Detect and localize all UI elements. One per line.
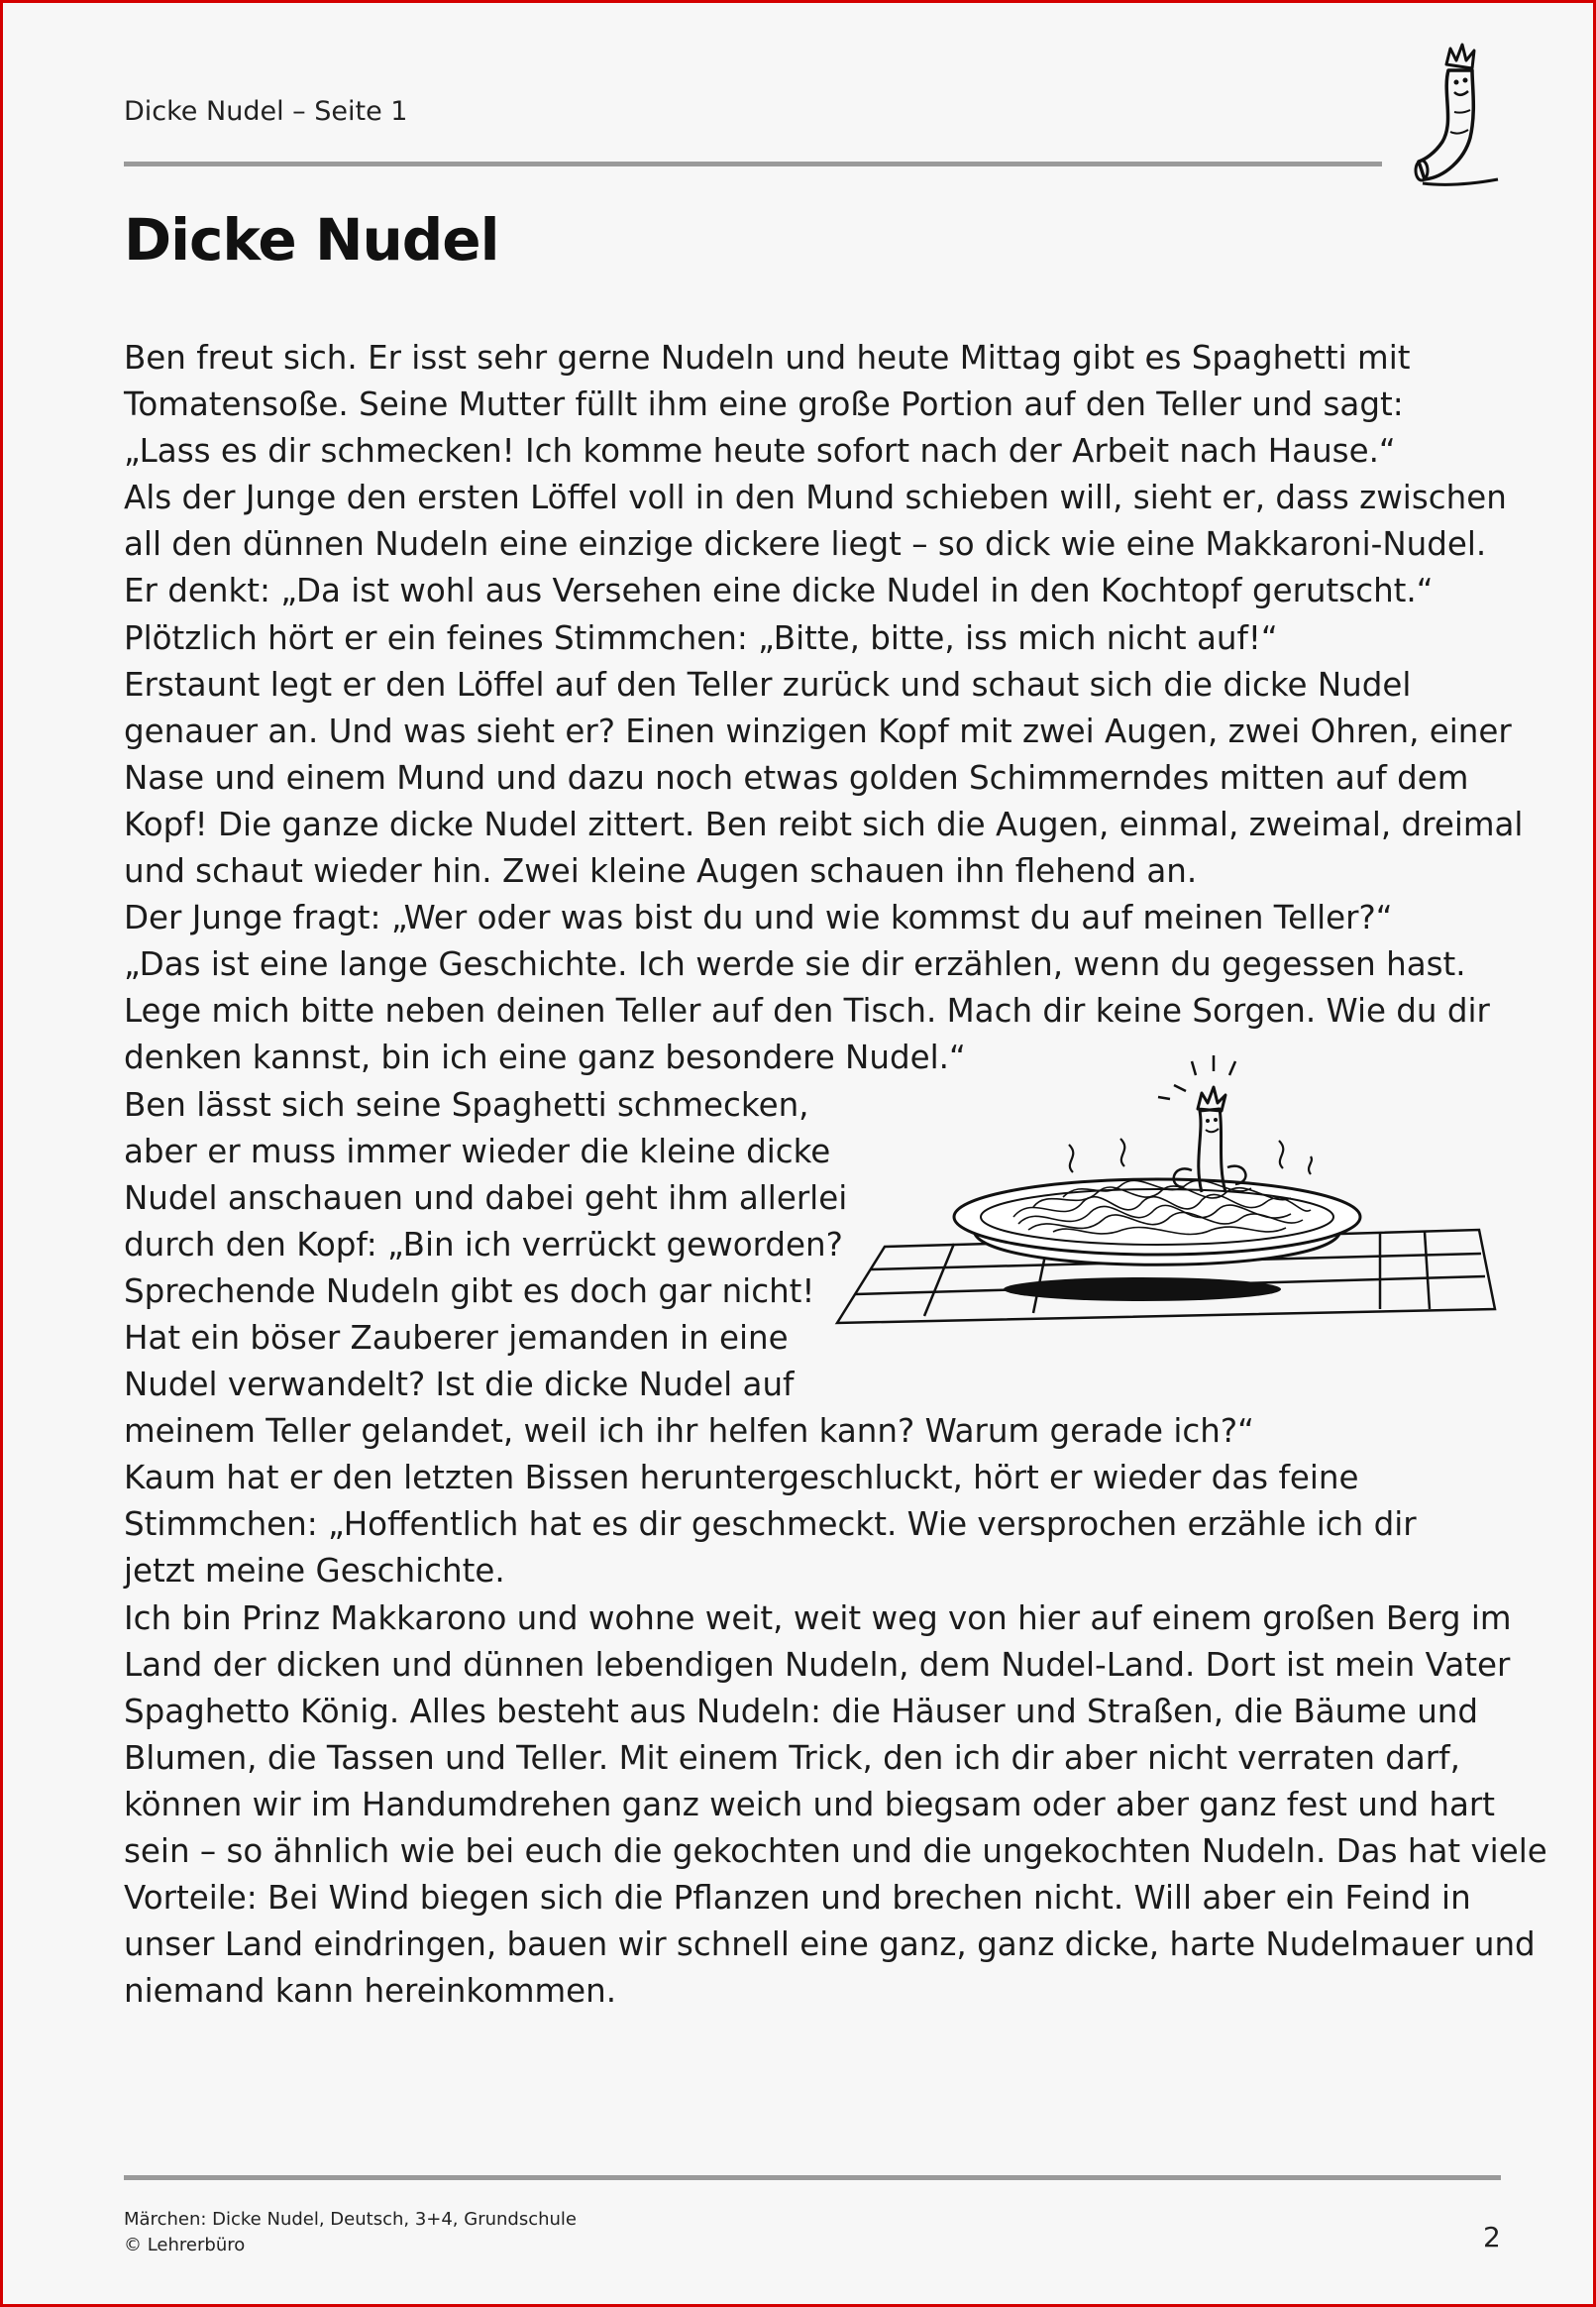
story-line: Spaghetto König. Alles besteht aus Nudeln: die Häuser und Straßen, die Bäume und	[124, 1692, 1479, 1730]
story-line: können wir im Handumdrehen ganz weich und biegsam oder aber ganz fest und hart	[124, 1785, 1496, 1823]
story-line: Nudel anschauen und dabei geht ihm allerlei	[124, 1178, 848, 1217]
story-line: Ben lässt sich seine Spaghetti schmecken,	[124, 1085, 809, 1124]
story-line: Kaum hat er den letzten Bissen heruntergeschluckt, hört er wieder das feine	[124, 1459, 1359, 1497]
document-title: Dicke Nudel	[124, 206, 499, 274]
footer-copyright: © Lehrerbüro	[124, 2235, 246, 2255]
spaghetti-plate-icon	[825, 1053, 1499, 1341]
story-line: Lege mich bitte neben deinen Teller auf den Tisch. Mach dir keine Sorgen. Wie du dir	[124, 992, 1490, 1031]
story-line: Land der dicken und dünnen lebendigen Nudeln, dem Nudel-Land. Dort ist mein Vater	[124, 1645, 1511, 1684]
story-line: Kopf! Die ganze dicke Nudel zittert. Ben reibt sich die Augen, einmal, zweimal, dreimal	[124, 805, 1524, 843]
story-line: denken kannst, bin ich eine ganz besondere Nudel.“	[124, 1039, 966, 1077]
story-line: meinem Teller gelandet, weil ich ihr helfen kann? Warum gerade ich?“	[124, 1412, 1254, 1451]
story-line: unser Land eindringen, bauen wir schnell eine ganz, ganz dicke, harte Nudelmauer und	[124, 1925, 1536, 1964]
story-line: Der Junge fragt: „Wer oder was bist du und wie kommst du auf meinen Teller?“	[124, 899, 1393, 937]
story-line: jetzt meine Geschichte.	[124, 1552, 505, 1591]
story-line: sein – so ähnlich wie bei euch die gekochten und die ungekochten Nudeln. Das hat viele	[124, 1832, 1547, 1870]
story-line: „Lass es dir schmecken! Ich komme heute sofort nach der Arbeit nach Hause.“	[124, 432, 1396, 471]
story-line: Plötzlich hört er ein feines Stimmchen: „Bitte, bitte, iss mich nicht auf!“	[124, 618, 1278, 657]
header-title: Dicke Nudel – Seite 1	[124, 96, 408, 127]
story-line: Er denkt: „Da ist wohl aus Versehen eine dicke Nudel in den Kochtopf gerutscht.“	[124, 572, 1434, 610]
story-line: all den dünnen Nudeln eine einzige dickere liegt – so dick wie eine Makkaroni-Nudel.	[124, 525, 1487, 564]
story-line: niemand kann hereinkommen.	[124, 1972, 617, 2011]
story-line: durch den Kopf: „Bin ich verrückt geworden?	[124, 1225, 843, 1263]
footer-source	[124, 2207, 577, 2258]
footer-divider	[124, 2175, 1501, 2180]
story-line: Nudel verwandelt? Ist die dicke Nudel auf	[124, 1366, 795, 1404]
page-number: 2	[1483, 2221, 1501, 2253]
header-divider	[124, 162, 1382, 166]
story-line: Nase und einem Mund und dazu noch etwas golden Schimmerndes mitten auf dem	[124, 758, 1469, 797]
story-line: Als der Junge den ersten Löffel voll in den Mund schieben will, sieht er, dass zwischen	[124, 479, 1507, 517]
story-line: genauer an. Und was sieht er? Einen winzigen Kopf mit zwei Augen, zwei Ohren, einer	[124, 712, 1512, 750]
story-line: Hat ein böser Zauberer jemanden in eine	[124, 1318, 789, 1357]
story-line: Tomatensoße. Seine Mutter füllt ihm eine große Portion auf den Teller und sagt:	[124, 385, 1404, 424]
story-line: und schaut wieder hin. Zwei kleine Augen schauen ihn flehend an.	[124, 852, 1198, 891]
footer-series: Märchen: Dicke Nudel, Deutsch, 3+4, Grundschule	[124, 2209, 578, 2230]
story-line: Blumen, die Tassen und Teller. Mit einem Trick, den ich dir aber nicht verraten darf,	[124, 1738, 1460, 1777]
story-line: Ben freut sich. Er isst sehr gerne Nudeln und heute Mittag gibt es Spaghetti mit	[124, 339, 1411, 377]
story-line: Erstaunt legt er den Löffel auf den Teller zurück und schaut sich die dicke Nudel	[124, 665, 1412, 704]
story-line: aber er muss immer wieder die kleine dicke	[124, 1132, 831, 1170]
noodle-prince-icon	[1395, 43, 1504, 191]
story-line: Sprechende Nudeln gibt es doch gar nicht!	[124, 1271, 815, 1310]
story-line: Vorteile: Bei Wind biegen sich die Pflanzen und brechen nicht. Will aber ein Feind in	[124, 1879, 1471, 1918]
story-line: „Das ist eine lange Geschichte. Ich werde sie dir erzählen, wenn du gegessen hast.	[124, 945, 1466, 984]
story-line: Stimmchen: „Hoffentlich hat es dir geschmeckt. Wie versprochen erzähle ich dir	[124, 1505, 1417, 1544]
story-line: Ich bin Prinz Makkarono und wohne weit, weit weg von hier auf einem großen Berg im	[124, 1598, 1512, 1637]
